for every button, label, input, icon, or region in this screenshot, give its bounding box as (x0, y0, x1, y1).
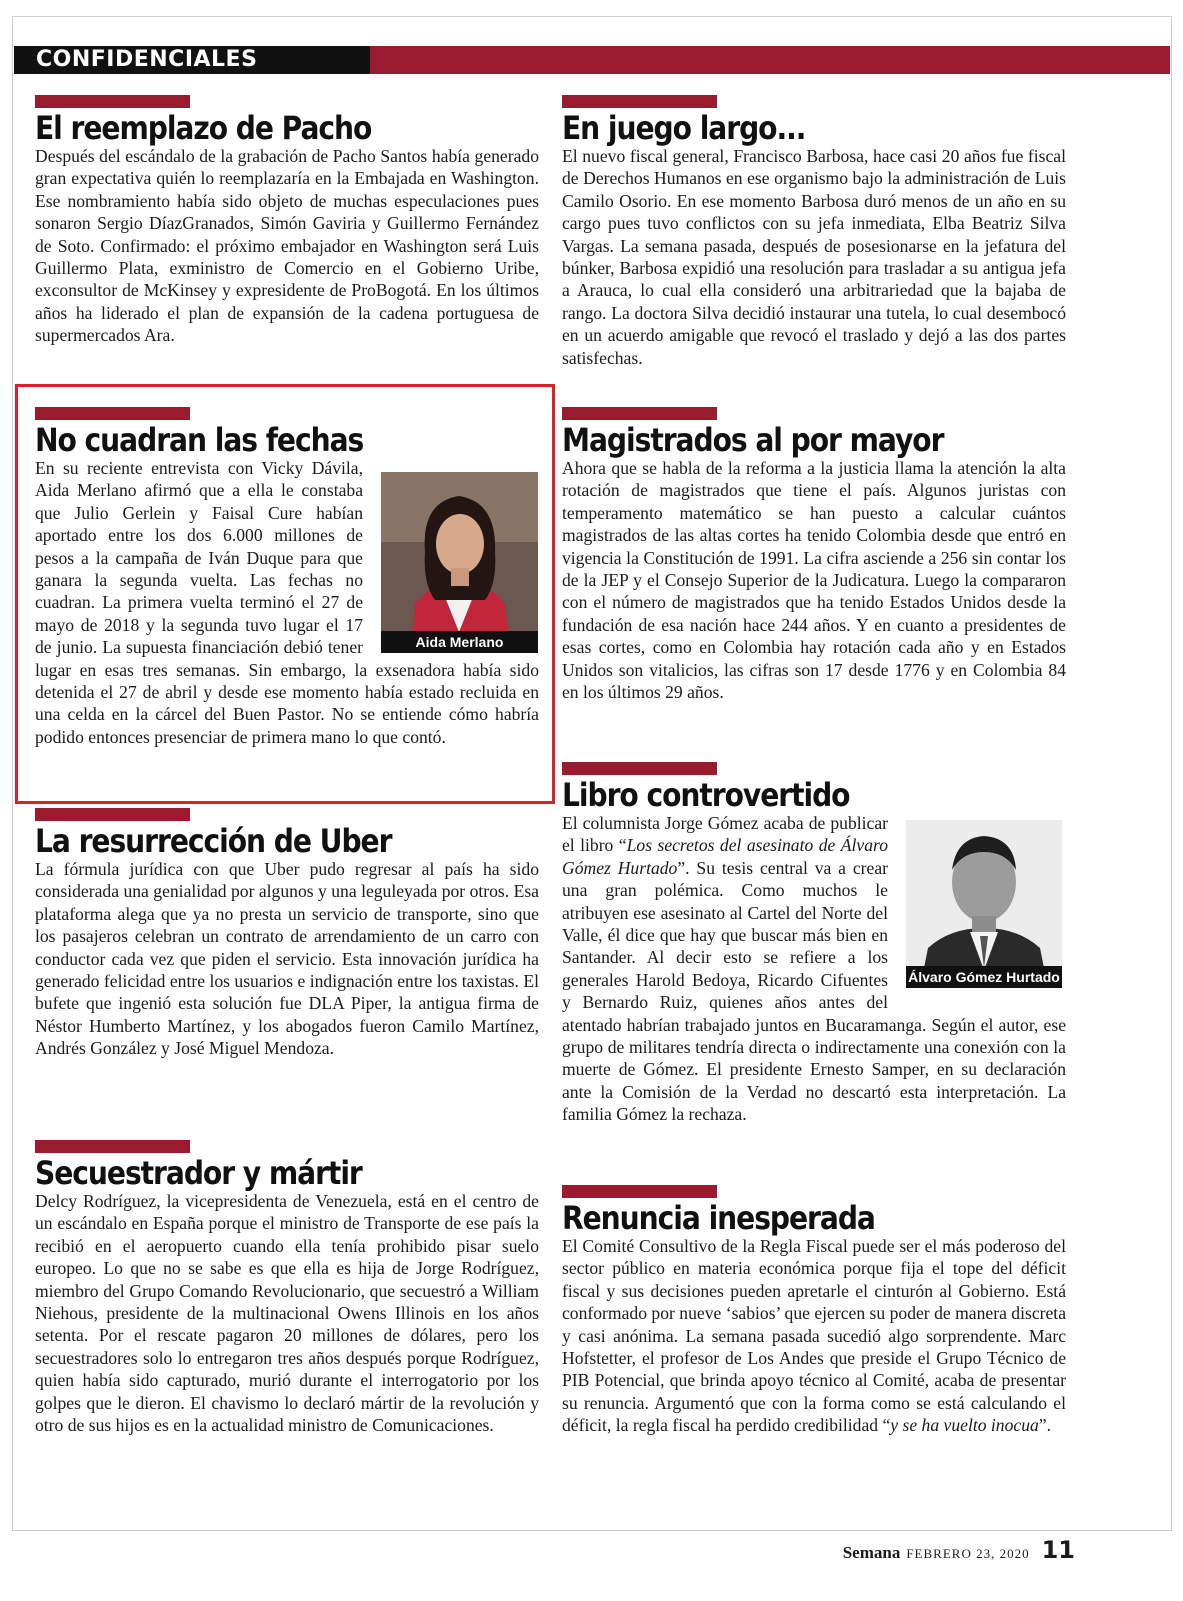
article-rule (562, 1185, 717, 1198)
quote: y se ha vuelto inocua (890, 1415, 1039, 1436)
article-title: La resurrección de Uber (35, 822, 392, 860)
article-rule (35, 95, 190, 108)
article-rule (35, 1140, 190, 1153)
article-body-pre: El Comité Consultivo de la Regla Fiscal puede ser el más poderoso del sector público en materia económica porque fija el tope del déficit fiscal y sus decisiones pueden apretarle el cinturón al Gobierno. Está conformado por nueve ‘sabios’ que ejercen su poder de manera discreta y casi anónima. La semana pasada sucedió algo sorprendente. Marc Hofstetter, el profesor de Los Andes que preside el Grupo Técnico de PIB Potencial, que brinda apoyo técnico al Comité, acaba de presentar su renuncia. Argumentó que con la forma como se está calculando el déficit, la regla fiscal ha perdido credibilidad “ (562, 1236, 1066, 1436)
article-body-post: ”. (1038, 1415, 1052, 1436)
article-body: Ahora que se habla de la reforma a la justicia llama la atención la alta rotación de magistrados que tiene el país. Algunos juristas con temperamento matemático se han puesto a calcular cuántos magistrados de las altas cortes ha tenido Colombia desde que entró en vigencia la Constitución de 1991. La cifra asciende a 256 sin contar los de la JEP y el Consejo Superior de la Judicatura. Luego la compararon con el número de magistrados que ha tenido Estados Unidos desde la fundación de esa nación hace 244 años. Y en cuanto a presidentes de esas cortes, como en Colombia hay rotación cada año y en Estados Unidos son vitalicios, las cifras son 17 desde 1776 y en Colombia 84 en los últimos 29 años. (562, 458, 1066, 703)
article-magistrados (562, 407, 1066, 737)
article-title: No cuadran las fechas (35, 421, 364, 459)
article-libro (562, 762, 1066, 1162)
photo-float (363, 457, 539, 657)
article-title: En juego largo... (562, 109, 806, 147)
article-juego (562, 95, 1066, 395)
article-body-post: ”. Su tesis central va a crear una gran polémica. Como muchos le atribuyen ese asesinato al Cartel del Norte del Valle, él dice que hay que buscar más bien en Santander. Al decir esto se refiere a los generales Harold Bedoya, Ricardo Cifuentes y Bernardo Ruiz, quienes años antes del atentado habrían trabajado juntos en Bucaramanga. Según el autor, ese grupo de militares tendría directa o indirectamente una conexión con la muerte de Gómez. El presidente Ernesto Samper, en su declaración ante la Comisión de la Verdad no descartó esta interpretación. La familia Gómez la rechaza. (562, 857, 1066, 1125)
magazine-name: Semana (842, 1543, 901, 1562)
article-body-wrap (562, 1235, 1066, 1437)
article-uber (35, 808, 539, 1108)
article-title: Libro controvertido (562, 776, 850, 814)
article-fechas (35, 407, 539, 797)
article-rule (35, 407, 190, 420)
article-title: El reemplazo de Pacho (35, 109, 372, 147)
photo-caption: Álvaro Gómez Hurtado (906, 966, 1062, 988)
article-body: Delcy Rodríguez, la vicepresidenta de Venezuela, está en el centro de un escándalo en España porque el ministro de Transporte de ese país la recibió en el aeropuerto cuando ella tenía prohibido pisar suelo europeo. Lo que no se sabe es que ella es hija de Jorge Rodríguez, miembro del Grupo Comando Revolucionario, que secuestró a William Niehous, presidente de la multinacional Owens Illinois en los años setenta. Por el rescate pagaron 20 millones de dólares, pero los secuestradores solo lo entregaron tres años después porque Rodríguez, quien había sido capturado, murió durante el interrogatorio por los golpes que le dieron. El chavismo lo declaró mártir de la revolución y otro de sus hijos es en la actualidad ministro de Comunicaciones. (35, 1191, 539, 1436)
article-title: Secuestrador y mártir (35, 1154, 362, 1192)
article-body-wrap (35, 457, 539, 748)
photo-float (888, 812, 1066, 992)
article-pacho (35, 95, 539, 375)
page-number: 11 (1041, 1536, 1075, 1564)
article-body-pre: El columnista Jorge Gómez acaba de publicar el libro “ (562, 813, 888, 856)
book-title: Los secretos del asesinato de Álvaro Gómez Hurtado (562, 835, 888, 878)
article-rule (35, 808, 190, 821)
article-body: El nuevo fiscal general, Francisco Barbosa, hace casi 20 años fue fiscal de Derechos Humanos en ese organismo bajo la administración de Luis Camilo Osorio. En ese momento Barbosa duró menos de un año en su cargo pues tuvo conflictos con su jefa inmediata, Elba Beatriz Silva Vargas. La semana pasada, después de posesionarse en la jefatura del búnker, Barbosa expidió una resolución para trasladar a su antigua jefa a Arauca, lo cual ella consideró una arbitrariedad que la bajaba de rango. La doctora Silva decidió instaurar una tutela, lo cual desembocó en un acuerdo amigable que revocó el traslado y dejó a las dos partes satisfechas. (562, 146, 1066, 368)
article-renuncia (562, 1185, 1066, 1485)
article-rule (562, 407, 717, 420)
article-body: Después del escándalo de la grabación de Pacho Santos había generado gran expectativa quién lo reemplazaría en la Embajada en Washington. Ese nombramiento había sido objeto de muchas especulaciones pues sonaron Sergio DíazGranados, Simón Gaviria y Guillermo Fernández de Soto. Confirmado: el próximo embajador en Washington será Luis Guillermo Plata, exministro de Comercio en el Gobierno Uribe, exconsultor de McKinsey y expresidente de ProBogotá. En los últimos años ha liderado el plan de expansión de la cadena portuguesa de supermercados Ara. (35, 146, 539, 346)
issue-date: FEBRERO 23, 2020 (906, 1546, 1030, 1561)
section-label: CONFIDENCIALES (14, 46, 370, 74)
photo-caption: Aida Merlano (381, 631, 538, 653)
article-secuestrador (35, 1140, 539, 1490)
page-footer (843, 1536, 1075, 1564)
article-rule (562, 95, 717, 108)
article-title: Magistrados al por mayor (562, 421, 944, 459)
article-body: La fórmula jurídica con que Uber pudo regresar al país ha sido considerada una genialidad por algunos y una leguleyada por otros. Esa plataforma alega que ya no presta un servicio de transporte, sino que los pasajeros celebran un contrato de arrendamiento de un carro con conductor cada vez que piden el servicio. Esta innovación jurídica ha generado felicidad entre los usuarios e indignación entre los taxistas. El bufete que ingenió esta solución fue DLA Piper, la antigua firma de Néstor Humberto Martínez, y los abogados fueron Camilo Martínez, Andrés González y José Miguel Mendoza. (35, 859, 539, 1059)
article-body-wrap (562, 812, 1066, 1126)
article-body: En su reciente entrevista con Vicky Dávila, Aida Merlano afirmó que a ella le constaba que Julio Gerlein y Faisal Cure habían aportado entre los dos 6.000 millones de pesos a la campaña de Iván Duque para que ganara la segunda vuelta. Las fechas no cuadran. La primera vuelta terminó el 27 de mayo de 2018 y la segunda tuvo lugar el 17 de junio. La supuesta financiación debió tener lugar en esas tres semanas. Sin embargo, la exsenadora había sido detenida el 27 de abril y desde ese momento había estado recluida en una celda en la cárcel del Buen Pastor. No se entiende cómo habría podido entonces presenciar de primera mano lo que contó. (35, 458, 539, 747)
article-title: Renuncia inesperada (562, 1199, 875, 1237)
article-rule (562, 762, 717, 775)
